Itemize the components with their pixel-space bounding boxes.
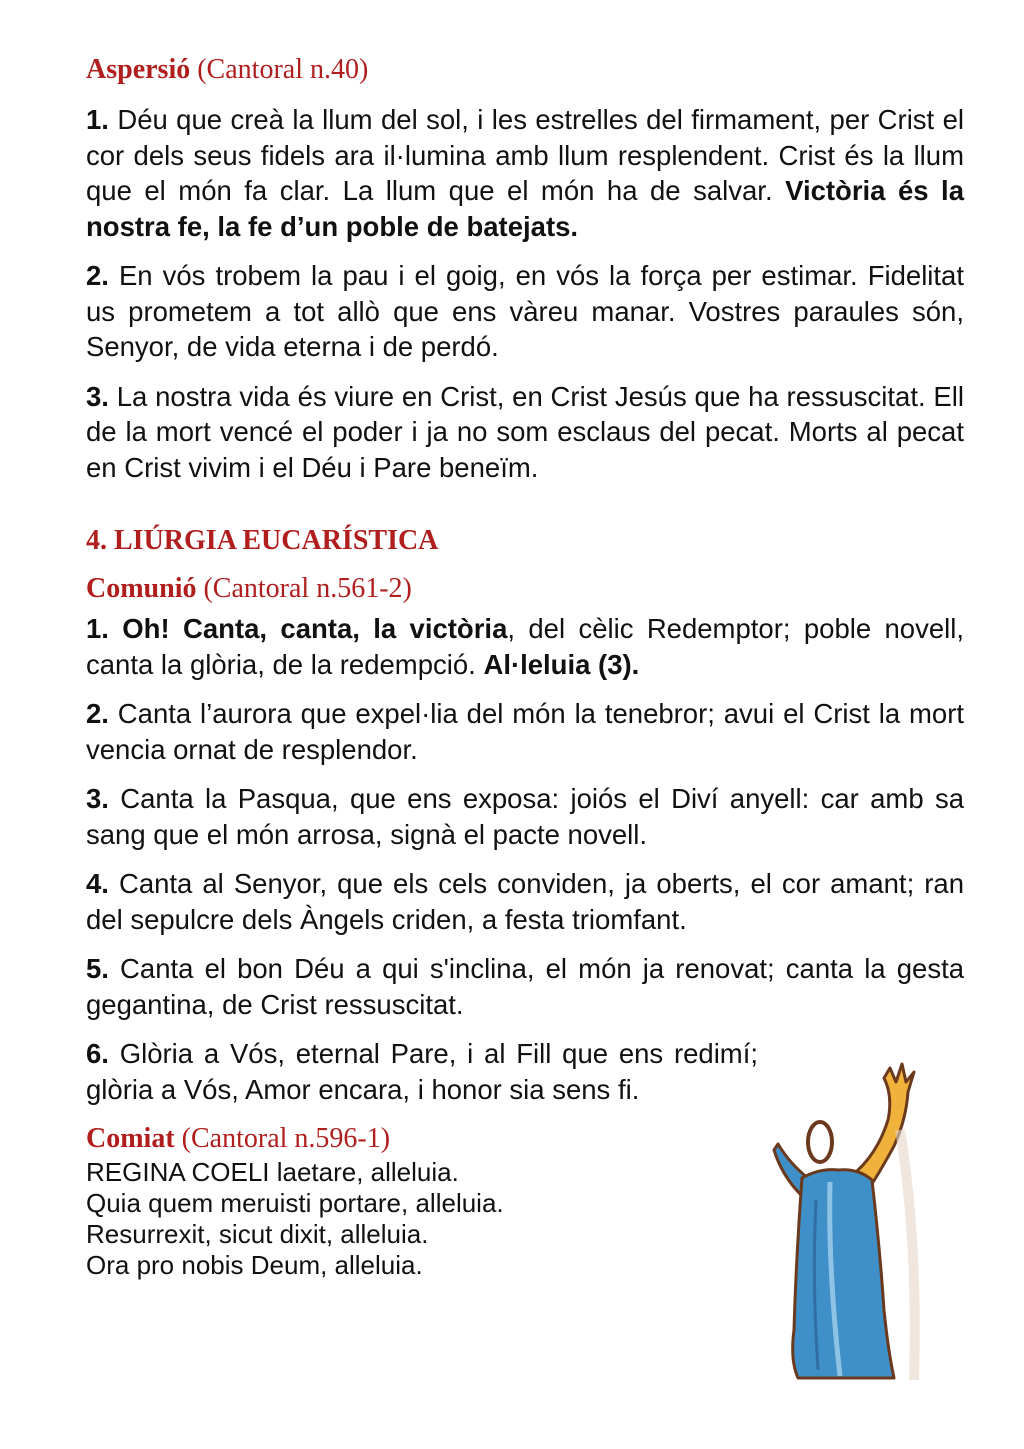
risen-christ-illustration	[768, 1060, 938, 1385]
comunio-verse-4	[86, 866, 964, 937]
comunio-verse-2	[86, 696, 964, 767]
verse-refrain: Victòria és la nostra fe, la fe d’un poble de batejats.	[86, 175, 964, 242]
verse-number: 5.	[86, 953, 109, 984]
comunio-verse-1	[86, 611, 964, 682]
verse-text: Canta la Pasqua, que ens exposa: joiós el Diví anyell: car amb sa sang que el món arrosa, signà el pacte novell.	[86, 783, 964, 850]
comiat-line-3: Resurrexit, sicut dixit, alleluia.	[86, 1219, 429, 1249]
aspersio-verse-3	[86, 379, 964, 486]
verse-number: 6.	[86, 1038, 109, 1069]
verse-number: 3.	[86, 783, 109, 814]
aspersio-verse-1	[86, 102, 964, 244]
verse-refrain: Al·leluia (3).	[483, 648, 640, 680]
verse-text: , del cèlic Redemptor; poble novell, canta la glòria, de la redempció.	[86, 613, 964, 680]
verse-number: 2.	[86, 260, 109, 291]
comunio-heading	[86, 571, 964, 607]
verse-text: Glòria a Vós, eternal Pare, i al Fill que ens redimí; glòria a Vós, Amor encara, i honor sia sens fi.	[86, 1038, 758, 1105]
comunio-verse-3	[86, 781, 964, 852]
aspersio-verse-2	[86, 258, 964, 365]
comiat-line-2: Quia quem meruisti portare, alleluia.	[86, 1188, 504, 1218]
comiat-title: Comiat	[86, 1123, 175, 1154]
verse-text: Canta al Senyor, que els cels conviden, ja oberts, el cor amant; ran del sepulcre dels Àngels criden, a festa triomfant.	[86, 868, 964, 935]
verse-number: 1.	[86, 104, 109, 135]
aspersio-ref: (Cantoral n.40)	[197, 54, 369, 85]
verse-number: 2.	[86, 698, 109, 729]
verse-opening: 1. Oh! Canta, canta, la victòria	[86, 613, 508, 644]
aspersio-heading	[86, 52, 964, 88]
section-title: 4. LIÚRGIA EUCARÍSTICA	[86, 525, 439, 556]
verse-number: 3.	[86, 380, 109, 412]
verse-text: Canta l’aurora que expel·lia del món la tenebror; avui el Crist la mort vencia ornat de resplendor.	[86, 698, 964, 765]
verse-text: La nostra vida és viure en Crist, en Crist Jesús que ha ressuscitat. Ell de la mort vencé el poder i ja no som esclaus del pecat. Morts al pecat en Crist vivim i el Déu i Pare beneïm.	[86, 380, 964, 483]
aspersio-title: Aspersió	[86, 54, 191, 85]
background-shade-icon	[900, 1130, 915, 1380]
comiat-line-4: Ora pro nobis Deum, alleluia.	[86, 1250, 423, 1280]
comiat-line-1: REGINA COELI laetare, alleluia.	[86, 1157, 459, 1187]
head-icon	[808, 1122, 832, 1162]
comunio-ref: (Cantoral n.561-2)	[203, 573, 412, 604]
verse-text: Déu que creà la llum del sol, i les estrelles del firmament, per Crist el cor dels seus fidels ara il·lumina amb llum resplendent. Crist és la llum que el món fa clar. La llum que el món ha de salvar.	[86, 104, 964, 206]
comunio-title: Comunió	[86, 573, 197, 604]
robe-icon	[793, 1170, 894, 1378]
comiat-ref: (Cantoral n.596-1)	[181, 1123, 391, 1154]
comunio-verse-6	[86, 1036, 758, 1107]
verse-text: En vós trobem la pau i el goig, en vós la força per estimar. Fidelitat us prometem a tot allò que ens vàreu manar. Vostres paraules són, Senyor, de vida eterna i de perdó.	[86, 260, 964, 362]
comunio-verse-5	[86, 951, 964, 1022]
verse-text: Canta el bon Déu a qui s'inclina, el món ja renovat; canta la gesta gegantina, de Crist ressuscitat.	[86, 953, 964, 1020]
verse-number: 4.	[86, 868, 109, 899]
